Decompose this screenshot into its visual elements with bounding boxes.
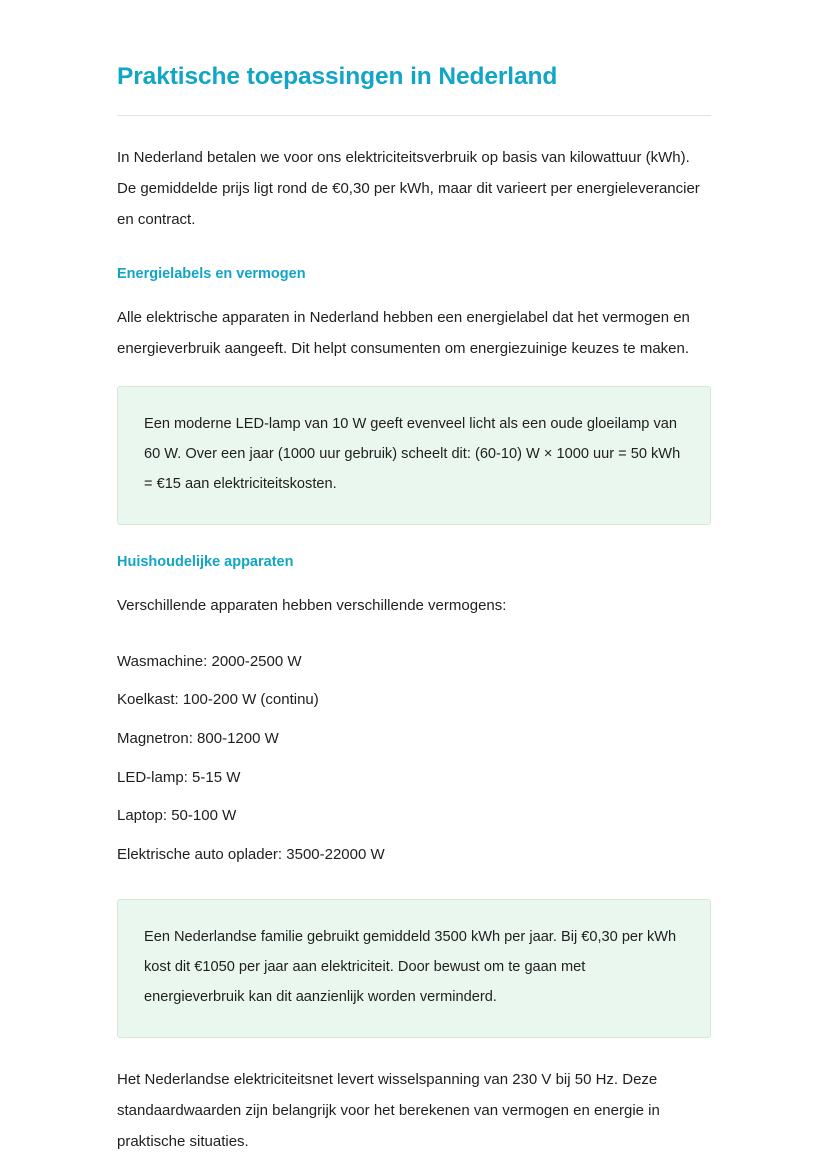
list-item: LED-lamp: 5-15 W — [117, 768, 241, 786]
section-paragraph-energielabels: Alle elektrische apparaten in Nederland hebben een energielabel dat het vermogen en energieverbruik aangeeft. Dit helpt consumenten om energiezuinige keuzes te maken. — [117, 308, 690, 357]
callout-family-usage — [117, 899, 711, 1038]
section-heading-energielabels: Energielabels en vermogen — [117, 265, 306, 282]
callout-led-example — [117, 386, 711, 525]
callout-text-led-example: Een moderne LED-lamp van 10 W geeft evenveel licht als een oude gloeilamp van 60 W. Over een jaar (1000 uur gebruik) scheelt dit: (60-10) W × 1000 uur = 50 kWh = €15 aan elektriciteitskosten. — [144, 415, 681, 493]
callout-text-family-usage: Een Nederlandse familie gebruikt gemiddeld 3500 kWh per jaar. Bij €0,30 per kWh kost dit €1050 per jaar aan elektriciteit. Door bewust om te gaan met energieverbruik kan dit aanzienlijk worden verminderd. — [144, 928, 677, 1006]
section-heading-huishoudelijke-apparaten: Huishoudelijke apparaten — [117, 553, 294, 570]
intro-paragraph: In Nederland betalen we voor ons elektriciteitsverbruik op basis van kilowattuur (kWh). De gemiddelde prijs ligt rond de €0,30 per kWh, maar dit varieert per energieleverancier en contract. — [117, 148, 700, 228]
section-energielabels — [117, 265, 711, 525]
list-item: Laptop: 50-100 W — [117, 807, 237, 825]
list-item: Magnetron: 800-1200 W — [117, 730, 279, 747]
appliance-power-list — [117, 643, 711, 875]
page-title: Praktische toepassingen in Nederland — [117, 63, 558, 90]
section-paragraph-huishoudelijke-apparaten: Verschillende apparaten hebben verschillende vermogens: — [117, 596, 507, 614]
list-item: Wasmachine: 2000-2500 W — [117, 652, 302, 670]
list-item: Koelkast: 100-200 W (continu) — [117, 691, 319, 709]
closing-paragraph: Het Nederlandse elektriciteitsnet levert wisselspanning van 230 V bij 50 Hz. Deze standaardwaarden zijn belangrijk voor het berekenen van vermogen en energie in praktische situaties. — [117, 1070, 660, 1150]
title-divider — [117, 115, 711, 116]
section-huishoudelijke-apparaten — [117, 553, 711, 1038]
intro-section — [117, 142, 711, 235]
list-item: Elektrische auto oplader: 3500-22000 W — [117, 846, 385, 864]
